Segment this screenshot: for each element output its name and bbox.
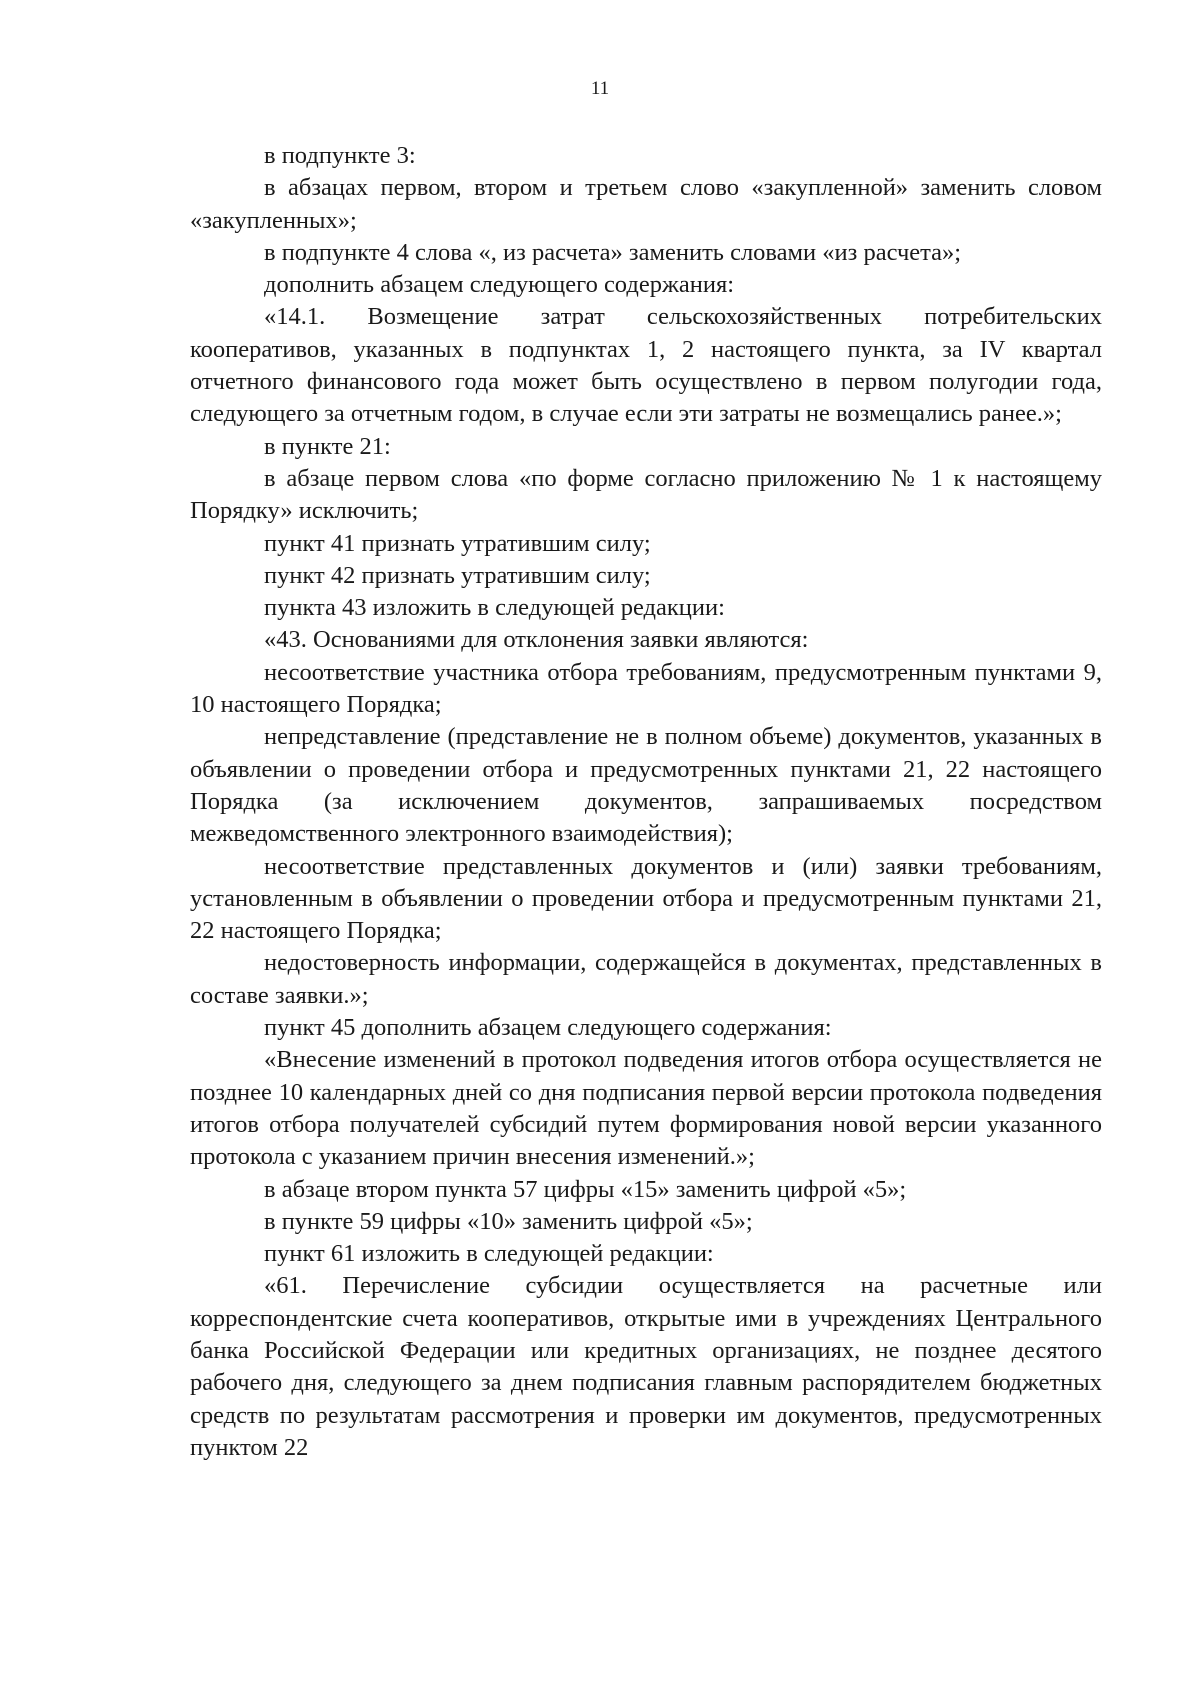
paragraph: пункт 45 дополнить абзацем следующего содержания: [264, 1014, 832, 1042]
paragraph: пункт 42 признать утратившим силу; [264, 561, 651, 589]
paragraph: в абзаце втором пункта 57 цифры «15» заменить цифрой «5»; [264, 1175, 907, 1203]
paragraph: несоответствие участника отбора требованиям, предусмотренным пунктами 9, 10 настоящего Порядка; [190, 658, 1102, 719]
page-number: 11 [590, 78, 610, 99]
paragraph: в абзацах первом, втором и третьем слово «закупленной» заменить словом «закупленных»; [190, 174, 1102, 234]
paragraph: пункт 41 признать утратившим силу; [264, 529, 651, 557]
paragraph: «14.1. Возмещение затрат сельскохозяйственных потребительских кооперативов, указанных в подпунктах 1, 2 настоящего пункта, за IV квартал отчетного финансового года может быть осуществлено в первом полугодии года, следующего за отчетным годом, в случае если эти затраты не возмещались ранее.»; [190, 303, 1102, 428]
paragraph: «61. Перечисление субсидии осуществляется на расчетные или корреспондентские счета кооперативов, открытые ими в учреждениях Центрального банка Российской Федерации или кредитных организациях, не позднее десятого рабочего дня, следующего за днем подписания главным распорядителем бюджетных средств по результатам рассмотрения и проверки им документов, предусмотренных пунктом 22 [190, 1272, 1102, 1461]
document-body [190, 140, 1102, 1464]
paragraph: недостоверность информации, содержащейся в документах, представленных в составе заявки.»; [190, 949, 1102, 1009]
paragraph: непредставление (представление не в полном объеме) документов, указанных в объявлении о проведении отбора и предусмотренных пунктами 21, 22 настоящего Порядка (за исключением документов, запрашиваемых посредством межведомственного электронного взаимодействия); [190, 723, 1102, 848]
paragraph: дополнить абзацем следующего содержания: [264, 271, 735, 299]
paragraph: в подпункте 3: [264, 142, 416, 169]
paragraph: пункта 43 изложить в следующей редакции: [264, 594, 725, 622]
paragraph: «43. Основаниями для отклонения заявки являются: [264, 626, 809, 654]
paragraph: в абзаце первом слова «по форме согласно приложению № 1 к настоящему Порядку» исключить; [190, 464, 1102, 525]
paragraph: в пункте 21: [264, 432, 391, 460]
paragraph: пункт 61 изложить в следующей редакции: [264, 1240, 714, 1268]
paragraph: в подпункте 4 слова «, из расчета» заменить словами «из расчета»; [264, 238, 962, 266]
paragraph: «Внесение изменений в протокол подведения итогов отбора осуществляется не позднее 10 календарных дней со дня подписания первой версии протокола подведения итогов отбора получателей субсидий путем формирования новой версии указанного протокола с указанием причин внесения изменений.»; [190, 1046, 1102, 1171]
paragraph: в пункте 59 цифры «10» заменить цифрой «5»; [264, 1207, 753, 1235]
paragraph: несоответствие представленных документов и (или) заявки требованиям, установленным в объявлении о проведении отбора и предусмотренным пунктами 21, 22 настоящего Порядка; [190, 852, 1102, 945]
